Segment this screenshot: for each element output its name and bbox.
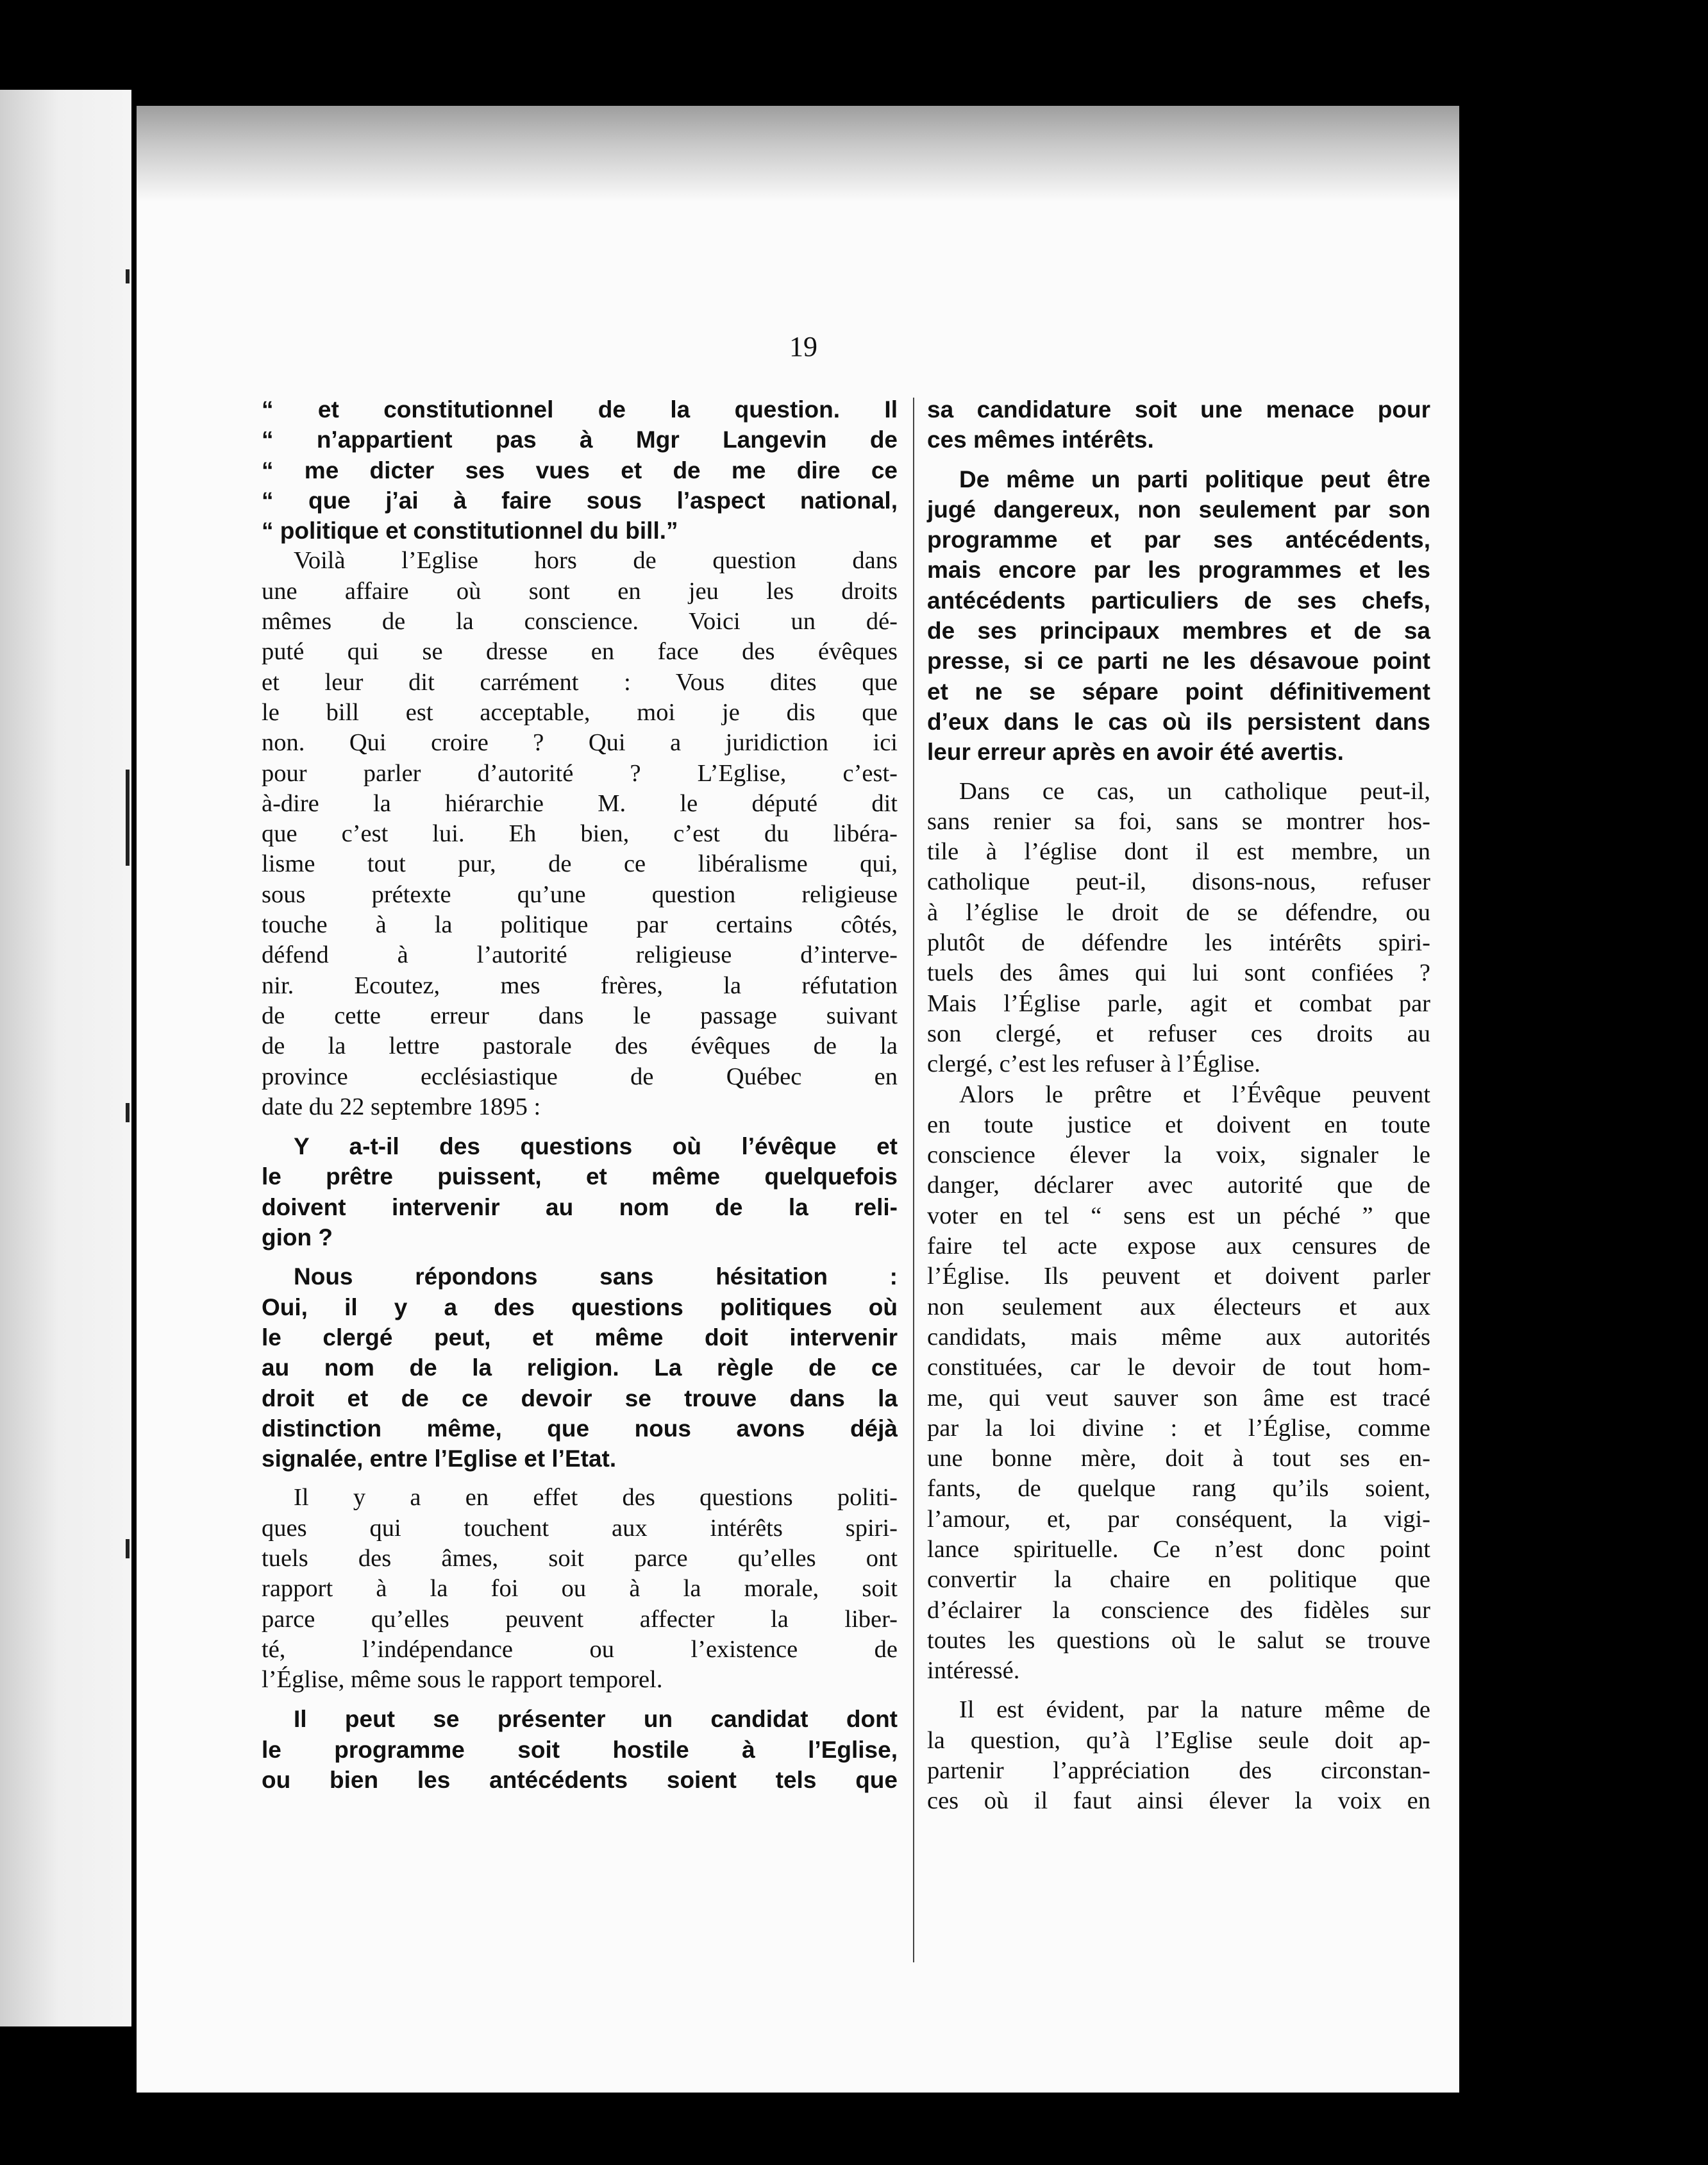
text-line: le bill est acceptable, moi je dis que	[262, 698, 898, 726]
text-line: droit et de ce devoir se trouve dans la	[262, 1385, 898, 1411]
text-line: rapport à la foi ou à la morale, soit	[262, 1575, 898, 1603]
text-line: intéressé.	[927, 1657, 1020, 1685]
text-line: le programme soit hostile à l’Eglise,	[262, 1736, 898, 1763]
text-line: en toute justice et doivent en toute	[927, 1111, 1430, 1138]
text-line: de la lettre pastorale des évêques de la	[262, 1032, 898, 1060]
text-line: l’Église. Ils peuvent et doivent parler	[927, 1263, 1430, 1290]
text-line: ques qui touchent aux intérêts spiri-	[262, 1514, 898, 1542]
text-line: l’amour, et, par conséquent, la vigi-	[927, 1505, 1430, 1533]
text-line: doivent intervenir au nom de la reli-	[262, 1193, 898, 1220]
text-line: que c’est lui. Eh bien, c’est du libéra-	[262, 820, 898, 848]
text-line: à-dire la hiérarchie M. le député dit	[262, 789, 898, 817]
text-line: le clergé peut, et même doit intervenir	[262, 1324, 898, 1351]
text-line: sous prétexte qu’une question religieuse	[262, 880, 898, 908]
text-line: toutes les questions où le salut se trouve	[927, 1626, 1430, 1654]
text-line: tuels des âmes qui lui sont confiées ?	[927, 959, 1430, 987]
text-line: par la loi divine : et l’Église, comme	[927, 1414, 1430, 1442]
text-line: Nous répondons sans hésitation :	[294, 1263, 898, 1290]
text-line: Il peut se présenter un candidat dont	[294, 1706, 898, 1733]
text-line: “ que j’ai à faire sous l’aspect national,	[262, 487, 898, 514]
text-line: non. Qui croire ? Qui a juridiction ici	[262, 729, 898, 757]
text-line: gion ?	[262, 1224, 333, 1251]
text-line: la question, qu’à l’Eglise seule doit ap-	[927, 1726, 1430, 1754]
text-line: presse, si ce parti ne les désavoue point	[927, 648, 1430, 675]
text-line: et ne se sépare point définitivement	[927, 678, 1430, 705]
binding-mark	[126, 269, 130, 283]
text-line: De même un parti politique peut être	[959, 466, 1430, 493]
text-line: une bonne mère, doit à tout ses en-	[927, 1445, 1430, 1472]
right-text-column	[927, 394, 1430, 1817]
text-line: catholique peut-il, disons-nous, refuser	[927, 868, 1430, 896]
text-line: tile à l’église dont il est membre, un	[927, 838, 1430, 866]
text-line: clergé, c’est les refuser à l’Église.	[927, 1050, 1260, 1078]
text-line: antécédents particuliers de ses chefs,	[927, 587, 1430, 614]
text-line: au nom de la religion. La règle de ce	[262, 1354, 898, 1381]
text-line: partenir l’appréciation des circonstan-	[927, 1757, 1430, 1785]
text-line: Alors le prêtre et l’Évêque peuvent	[959, 1081, 1430, 1108]
text-line: Oui, il y a des questions politiques où	[262, 1293, 898, 1320]
text-line: plutôt de défendre les intérêts spiri-	[927, 929, 1430, 957]
text-line: tuels des âmes, soit parce qu’elles ont	[262, 1544, 898, 1572]
text-line: touche à la politique par certains côtés,	[262, 911, 898, 939]
text-line: ces mêmes intérêts.	[927, 426, 1154, 453]
text-line: voter en tel “ sens est un péché ” que	[927, 1202, 1430, 1229]
text-line: “ n’appartient pas à Mgr Langevin de	[262, 426, 898, 453]
text-line: mêmes de la conscience. Voici un dé-	[262, 608, 898, 636]
text-line: candidats, mais même aux autorités	[927, 1323, 1430, 1351]
text-line: l’Église, même sous le rapport temporel.	[262, 1666, 663, 1694]
text-line: Il est évident, par la nature même de	[959, 1696, 1430, 1724]
document-page	[137, 106, 1459, 2093]
text-line: et leur dit carrément : Vous dites que	[262, 668, 898, 696]
text-line: ou bien les antécédents soient tels que	[262, 1767, 898, 1794]
text-line: Voilà l’Eglise hors de question dans	[294, 547, 898, 575]
text-line: fants, de quelque rang qu’ils soient,	[927, 1475, 1430, 1503]
text-line: lisme tout pur, de ce libéralisme qui,	[262, 850, 898, 878]
text-line: sans renier sa foi, sans se montrer hos-	[927, 807, 1430, 835]
text-line: de ses principaux membres et de sa	[927, 618, 1430, 644]
text-line: de cette erreur dans le passage suivant	[262, 1002, 898, 1029]
text-line: d’eux dans le cas où ils persistent dans	[927, 708, 1430, 735]
text-line: sa candidature soit une menace pour	[927, 396, 1430, 423]
text-line: Mais l’Église parle, agit et combat par	[927, 990, 1430, 1017]
text-line: lance spirituelle. Ce n’est donc point	[927, 1535, 1430, 1563]
text-line: constituées, car le devoir de tout hom-	[927, 1354, 1430, 1381]
scan-shadow	[137, 106, 1459, 202]
text-line: faire tel acte expose aux censures de	[927, 1233, 1430, 1260]
text-line: distinction même, que nous avons déjà	[262, 1415, 898, 1442]
text-line: danger, déclarer avec autorité que de	[927, 1172, 1430, 1199]
text-line: nir. Ecoutez, mes frères, la réfutation	[262, 972, 898, 999]
left-text-column	[262, 394, 898, 1795]
text-line: son clergé, et refuser ces droits au	[927, 1020, 1430, 1047]
text-line: date du 22 septembre 1895 :	[262, 1093, 541, 1120]
text-line: mais encore par les programmes et les	[927, 557, 1430, 584]
text-line: leur erreur après en avoir été avertis.	[927, 739, 1344, 766]
text-line: convertir la chaire en politique que	[927, 1566, 1430, 1594]
text-line: conscience élever la voix, signaler le	[927, 1141, 1430, 1169]
text-line: Dans ce cas, un catholique peut-il,	[959, 777, 1430, 805]
text-line: me, qui veut sauver son âme est tracé	[927, 1384, 1430, 1411]
text-line: ces où il faut ainsi élever la voix en	[927, 1787, 1430, 1815]
text-line: “ et constitutionnel de la question. Il	[262, 396, 898, 423]
column-divider	[913, 398, 914, 1962]
binding-mark	[126, 1539, 130, 1558]
text-line: “ politique et constitutionnel du bill.”	[262, 518, 678, 544]
text-line: non seulement aux électeurs et aux	[927, 1293, 1430, 1320]
text-line: Il y a en effet des questions politi-	[294, 1484, 898, 1512]
text-line: jugé dangereux, non seulement par son	[927, 496, 1430, 523]
facing-page-edge	[0, 90, 131, 2026]
text-line: d’éclairer la conscience des fidèles sur	[927, 1596, 1430, 1624]
text-line: à l’église le droit de se défendre, ou	[927, 898, 1430, 926]
text-line: programme et par ses antécédents,	[927, 527, 1430, 553]
binding-mark	[126, 770, 130, 866]
binding-mark	[126, 1103, 130, 1122]
text-line: le prêtre puissent, et même quelquefois	[262, 1163, 898, 1190]
text-line: puté qui se dresse en face des évêques	[262, 638, 898, 666]
text-line: parce qu’elles peuvent affecter la liber-	[262, 1605, 898, 1633]
text-line: Y a-t-il des questions où l’évêque et	[294, 1133, 898, 1160]
text-line: signalée, entre l’Eglise et l’Etat.	[262, 1445, 617, 1472]
text-line: “ me dicter ses vues et de me dire ce	[262, 457, 898, 484]
text-line: défend à l’autorité religieuse d’interve-	[262, 941, 898, 969]
page-number: 19	[789, 331, 817, 362]
text-line: une affaire où sont en jeu les droits	[262, 577, 898, 605]
text-line: province ecclésiastique de Québec en	[262, 1063, 898, 1090]
text-line: pour parler d’autorité ? L’Eglise, c’est-	[262, 759, 898, 787]
text-line: té, l’indépendance ou l’existence de	[262, 1635, 898, 1663]
